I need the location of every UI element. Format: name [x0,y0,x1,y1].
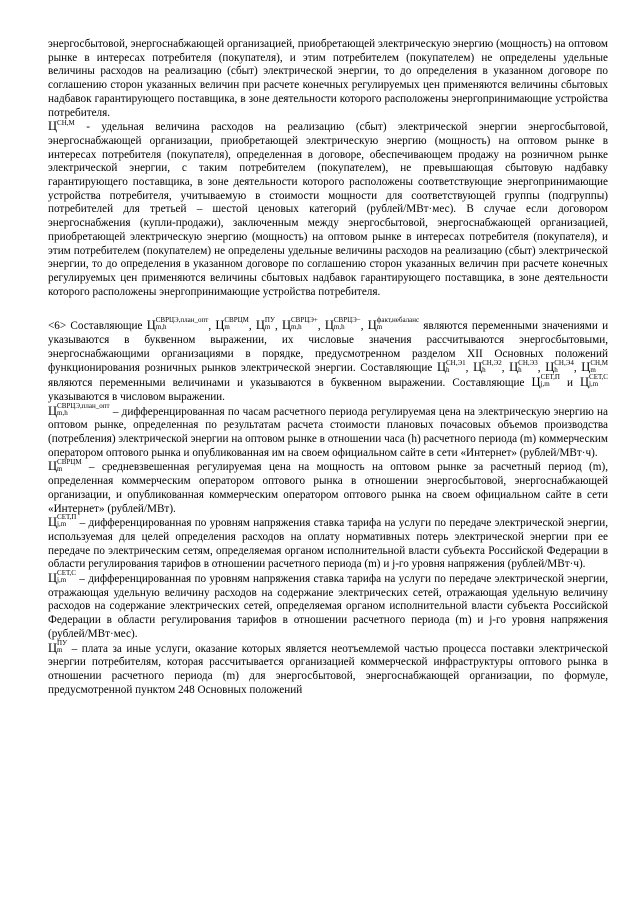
paragraph-note-6: <6> Составляющие Ц СВРЦЭ,план_опт m,h , Ц СВРЦМ m , Ц ПУ m , Ц СВРЦЭ+ m,h , Ц СВРЦЭ− m,h , Ц факт,небаланс m являются переменными значениями и указываются в буквенном выражении, их числовые значения рассчитываются энергосбытовыми, энергоснабжающими организациями в порядке, предусмотренном разделом XII Основных положений функционирования розничных рынков электрической энергии. Составляющие Ц СН,Э1 h , Ц СН,Э2 h , Ц СН,Э3 h , Ц СН,Э4 h , Ц СН,М m являются переменными величинами и указываются в буквенном выражении. Составляющие Ц СЕТ,П j,m и Ц СЕТ,С j,m указываются в числовом выражении. [48,316,609,403]
symbol-svrce-plus: Ц СВРЦЭ+ m,h [281,316,318,333]
symbol-set-p: Ц СЕТ,П j,m [531,373,560,390]
symbol-ch-m: $Ц^{СН,М}$ [48,119,75,134]
symbol-svrce-plan-def: Ц СВРЦЭ,план_опт m,h [48,401,110,418]
symbol-svrce-minus: Ц СВРЦЭ− m,h [324,316,361,333]
paragraph-def-svrce-plan: Ц СВРЦЭ,план_опт m,h – дифференцированная по часам расчетного периода регулируемая цена на электрическую энергию на оптовом рынке, определенная по результатам расчета стоимости плановых почасовых объемов производства (потребления) электрической энергии на оптовом рынке в отношении часа (h) расчетного периода (m) коммерческим оператором оптового рынка и опубликованная им на своем официальном сайте в сети «Интернет» (рублей/МВт·ч). [48,401,608,459]
symbol-set-p-def: Ц СЕТ,П j,m [48,513,77,530]
symbol-set-s-def: Ц СЕТ,С j,m [48,569,76,586]
paragraph-def-svrcm: Ц СВРЦМ m – средневзвешенная регулируемая цена на мощность на оптовом рынке за расчетный период (m), определенная коммерческим оператором оптового рынка в отношении энергосбытовой, энергоснабжающей организации, и опубликованная коммерческим оператором оптового рынка на своем официальном сайте в сети «Интернет» (рублей/МВт). [48,457,608,515]
symbol-ch-e4: Ц СН,Э4 h [545,358,574,375]
symbol-svrcm: Ц СВРЦМ m [215,316,249,333]
symbol-svrce-plan: Ц СВРЦЭ,план_опт m,h [146,316,209,333]
paragraph-def-set-s: Ц СЕТ,С j,m – дифференцированная по уровням напряжения ставка тарифа на услуги по передаче электрической энергии, отражающая удельную величину расходов на содержание электрических сетей, отражающая удельную величину расходов на содержание электрических сетей, определяемая органом исполнительной власти субъекта Российской Федерации в области регулирования тарифов в отношении расчетного периода (m) и j-го уровня напряжения (рублей/МВт·мес). [48,569,608,640]
paragraph-continuation: энергосбытовой, энергоснабжающей организацией, приобретающей электрическую энергию (мощность) на оптовом рынке в интересах потребителя (покупателя), и этим потребителем (покупателем) не определены удельные величины расходов на реализацию (сбыт) электрической энергии, то до определения в указанном договоре по соглашению сторон указанных величин при расчете конечных регулируемых цен применяются величины сбытовых надбавок гарантирующего поставщика, в зоне деятельности которого расположены энергопринимающие устройства потребителя. [48,38,608,119]
paragraph-def-set-p: Ц СЕТ,П j,m – дифференцированная по уровням напряжения ставка тарифа на услуги по передаче электрической энергии, используемая для целей определения расходов на оплату нормативных потерь электрической энергии при ее передаче по электрическим сетям, определяемая органом исполнительной власти субъекта Российской Федерации в области регулирования тарифов в отношении расчетного периода (m) и j-го уровня напряжения (рублей/МВт·ч). [48,513,608,571]
symbol-ch-e1: Ц СН,Э1 h [436,358,466,375]
symbol-fact-nebalans: Ц факт,небаланс m [367,316,420,333]
symbol-svrcm-def: Ц СВРЦМ m [48,457,82,474]
paragraph-ch-m: $Ц^{СН,М}$ - удельная величина расходов на реализацию (сбыт) электрической энергии энергосбытовой, энергоснабжающей организации, приобретающей электрическую энергию (мощность) на оптовом рынке в интересах потребителя (покупателя), определенная в договоре, обеспечивающем продажу на розничном рынке электрической энергии, с таким потребителем (покупателем), не превышающая сбытовую надбавку гарантирующего поставщика, в зоне деятельности которого расположены соответствующие энергопринимающие устройства потребителя, учитываемую в стоимости мощности для соответствующей группы (подгруппы) потребителей для третьей – шестой ценовых категорий (рублей/МВт·мес). В случае если договором энергоснабжения (купли-продажи), заключенным между энергосбытовой, энергоснабжающей организацией, приобретающей электрическую энергию (мощность) на оптовом рынке в интересах потребителя (покупателя), и этим потребителем (покупателем) не определены удельные величины расходов на реализацию (сбыт) электрической энергии, то до определения в указанном договоре по соглашению сторон указанных величин при расчете конечных регулируемых цен применяются величины сбытовых надбавок гарантирующего поставщика, в зоне деятельности которого расположены энергопринимающие устройства потребителя. [48,119,608,298]
symbol-pu: Ц ПУ m [255,316,275,333]
symbol-set-s: Ц СЕТ,С j,m [580,373,608,390]
paragraph-def-pu: Ц ПУ m – плата за иные услуги, оказание которых является неотъемлемой частью процесса поставки электрической энергии потребителям, которая рассчитывается организацией коммерческой инфраструктуры оптового рынка в отношении расчетного периода (m) для энергосбытовой, энергоснабжающей организации, по формуле, предусмотренной пунктом 248 Основных положений [48,638,608,696]
symbol-pu-def: Ц ПУ m [48,638,68,655]
symbol-ch-m-2: Ц СН,М m [581,358,609,375]
symbol-ch-e3: Ц СН,Э3 h [509,358,538,375]
symbol-ch-e2: Ц СН,Э2 h [473,358,502,375]
document-page [48,38,608,697]
